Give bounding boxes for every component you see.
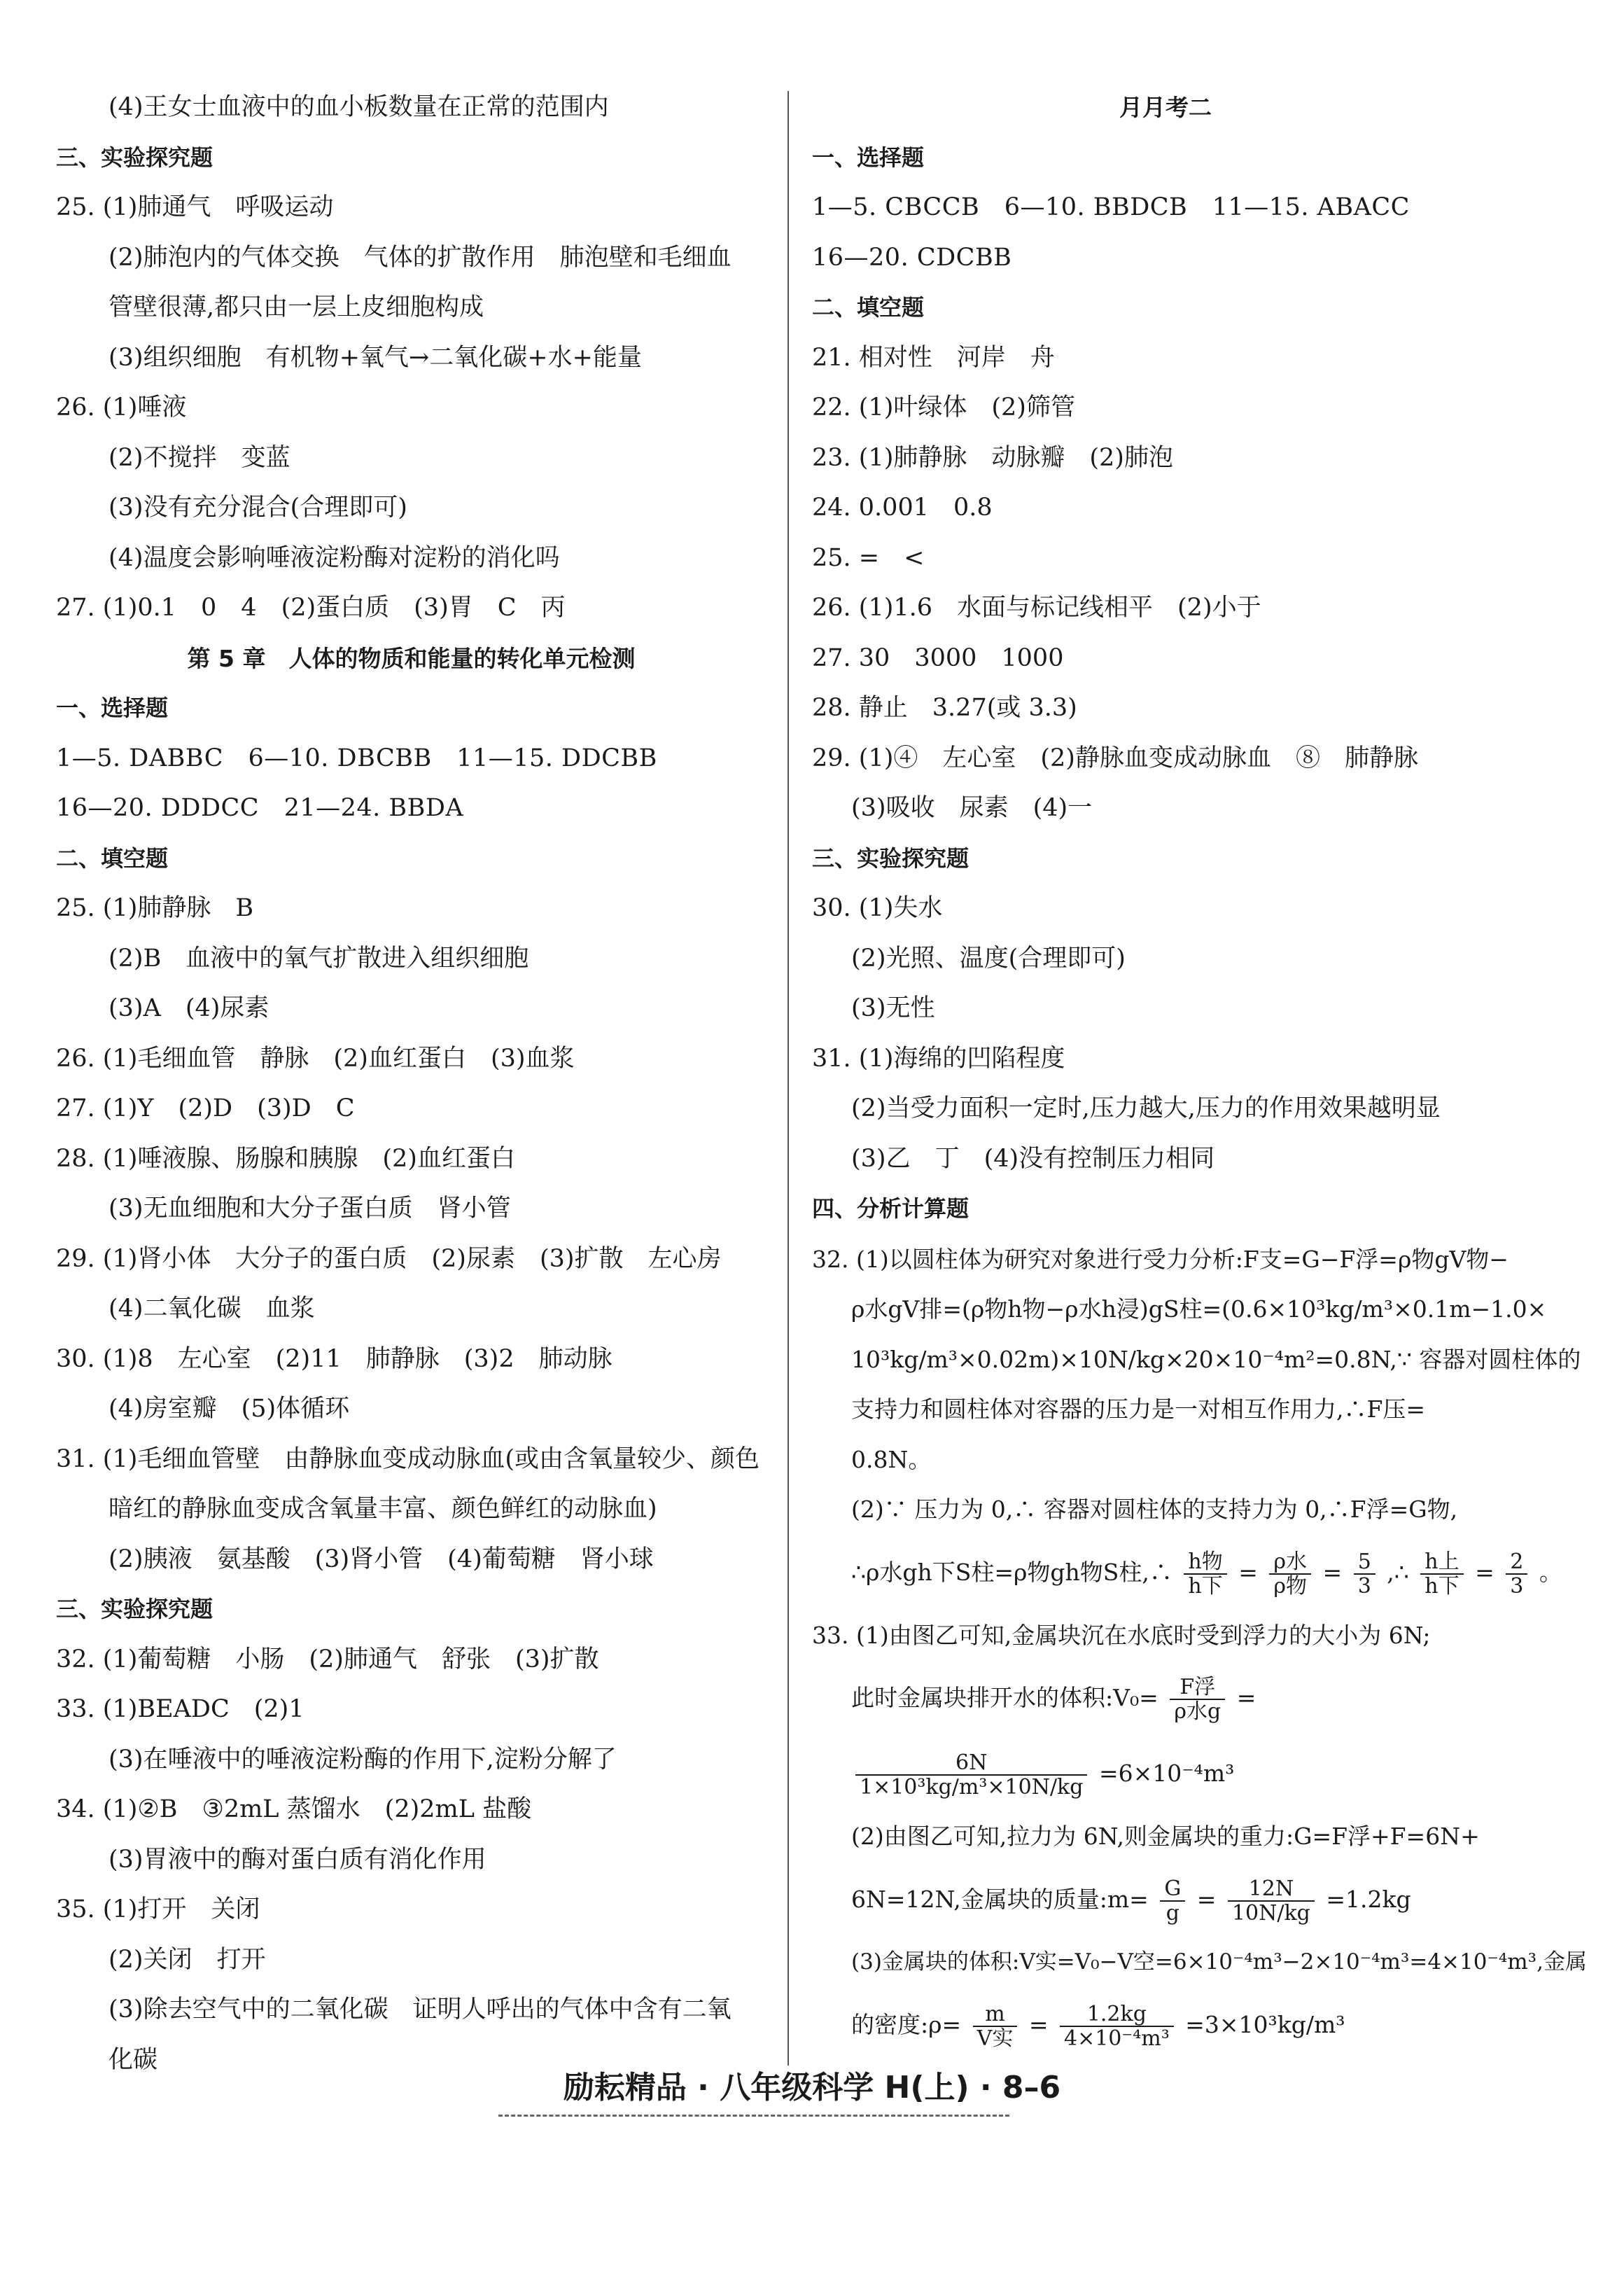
denominator: ρ水g: [1174, 1699, 1222, 1724]
right-column: [812, 83, 1587, 2063]
denominator: V实: [976, 2026, 1014, 2051]
numerator: m: [973, 2003, 1018, 2027]
numerator: h物: [1184, 1550, 1226, 1575]
answer-line: (3)胃液中的酶对蛋白质有消化作用: [108, 1845, 486, 1874]
section-heading: 二、填空题: [812, 294, 925, 321]
answer-line: (3)金属块的体积:V实=V₀−V空=6×10⁻⁴m³−2×10⁻⁴m³=4×10⁻⁴m³,金属: [851, 1949, 1587, 1975]
formula-line: [812, 1862, 1519, 1937]
answer-line: (2)B 血液中的氧气扩散进入组织细胞: [108, 944, 529, 973]
section-heading: 一、选择题: [56, 695, 169, 721]
answer-line: (2)关闭 打开: [108, 1945, 266, 1974]
answer-line: (2)胰液 氨基酸 (3)肾小管 (4)葡萄糖 肾小球: [108, 1545, 654, 1573]
answer-line: 35. (1)打开 关闭: [56, 1895, 260, 1923]
formula-text: =6×10⁻⁴m³: [1098, 1760, 1235, 1787]
numerator: F浮: [1170, 1676, 1225, 1700]
formula-text: =: [1322, 1558, 1343, 1586]
answer-line: (2)不搅拌 变蓝: [108, 443, 290, 472]
numerator: 12N: [1228, 1877, 1315, 1902]
answer-line: (3)乙 丁 (4)没有控制压力相同: [851, 1144, 1215, 1173]
answer-line: (3)无血细胞和大分子蛋白质 肾小管: [108, 1195, 511, 1223]
answer-line: 0.8N。: [851, 1445, 932, 1473]
answer-line: 26. (1)唾液: [56, 394, 187, 422]
numerator: 2: [1506, 1550, 1527, 1575]
answer-line: 1—5. DABBC 6—10. DBCBB 11—15. DDCBB: [56, 744, 657, 772]
answer-line: 10³kg/m³×0.02m)×10N/kg×20×10⁻⁴m²=0.8N,∵ 容器对圆柱体的: [851, 1345, 1581, 1373]
page-footer: 励耘精品 · 八年级科学 H(上) · 8–6: [563, 2070, 1061, 2105]
answer-line: 暗红的静脉血变成含氧量丰富、颜色鲜红的动脉血): [108, 1495, 657, 1523]
answer-line: (2)由图乙可知,拉力为 6N,则金属块的重力:G=F浮+F=6N+: [851, 1823, 1480, 1850]
formula-text: 此时金属块排开水的体积:V₀=: [851, 1684, 1158, 1711]
answer-line: 25. (1)肺静脉 B: [56, 894, 254, 922]
fraction: [1354, 1550, 1376, 1598]
fraction: [1170, 1676, 1225, 1723]
answer-line: 管壁很薄,都只由一层上皮细胞构成: [108, 293, 484, 321]
formula-line: [812, 1660, 1519, 1736]
formula-text: =: [1475, 1558, 1494, 1586]
answer-line: (3)无性: [851, 994, 935, 1022]
denominator: h下: [1188, 1573, 1223, 1599]
answer-line: 28. (1)唾液腺、肠腺和胰腺 (2)血红蛋白: [56, 1144, 515, 1173]
answer-line: ρ水gV排=(ρ物h物−ρ水h浸)gS柱=(0.6×10³kg/m³×0.1m−1.0×: [851, 1295, 1547, 1323]
answer-line: 29. (1)④ 左心室 (2)静脉血变成动脉血 ⑧ 肺静脉: [812, 744, 1418, 772]
fraction: [1420, 1550, 1463, 1598]
formula-text: 6N=12N,金属块的质量:m=: [851, 1885, 1149, 1913]
answer-line: (3)没有充分混合(合理即可): [108, 494, 407, 522]
answer-line: 1—5. CBCCB 6—10. BBDCB 11—15. ABACC: [812, 193, 1410, 221]
formula-text: 。: [1539, 1558, 1562, 1586]
formula-line: [812, 1987, 1519, 2063]
answer-line: (3)A (4)尿素: [108, 994, 270, 1022]
answer-line: 27. 30 3000 1000: [812, 643, 1064, 672]
answer-line: (3)吸收 尿素 (4)一: [851, 794, 1093, 822]
answer-line: 32. (1)以圆柱体为研究对象进行受力分析:F支=G−F浮=ρ物gV物−: [812, 1245, 1508, 1273]
formula-text: =: [1196, 1885, 1217, 1913]
answer-line: 16—20. CDCBB: [812, 243, 1012, 272]
answer-line: (3)除去空气中的二氧化碳 证明人呼出的气体中含有二氧: [108, 1996, 732, 2024]
answer-line: 27. (1)Y (2)D (3)D C: [56, 1094, 355, 1122]
answer-line: 34. (1)②B ③2mL 蒸馏水 (2)2mL 盐酸: [56, 1795, 532, 1823]
formula-text: =1.2kg: [1326, 1885, 1411, 1913]
section-heading: 三、实验探究题: [56, 1596, 214, 1622]
formula-line: [812, 1736, 1519, 1811]
denominator: 3: [1357, 1573, 1371, 1599]
exam-title: 月月考二: [1119, 94, 1212, 121]
answer-line: (4)王女士血液中的血小板数量在正常的范围内: [108, 93, 609, 121]
denominator: 10N/kg: [1231, 1900, 1310, 1926]
section-heading: 三、实验探究题: [56, 144, 214, 171]
answer-line: (2)肺泡内的气体交换 气体的扩散作用 肺泡壁和毛细血: [108, 243, 732, 272]
answer-line: 16—20. DDDCC 21—24. BBDA: [56, 794, 464, 822]
fraction: [1506, 1550, 1527, 1598]
section-heading: 一、选择题: [812, 144, 925, 171]
answer-line: 26. (1)1.6 水面与标记线相平 (2)小于: [812, 594, 1261, 622]
fraction: [1184, 1550, 1226, 1598]
answer-line: 21. 相对性 河岸 舟: [812, 343, 1055, 372]
fraction: [1160, 1877, 1185, 1925]
answer-line: (4)二氧化碳 血浆: [108, 1295, 315, 1323]
fraction: [1269, 1550, 1311, 1598]
answer-line: 26. (1)毛细血管 静脉 (2)血红蛋白 (3)血浆: [56, 1044, 575, 1073]
answer-line: 支持力和圆柱体对容器的压力是一对相互作用力,∴F压=: [851, 1395, 1426, 1423]
answer-line: (2)当受力面积一定时,压力越大,压力的作用效果越明显: [851, 1094, 1441, 1122]
answer-line: 32. (1)葡萄糖 小肠 (2)肺通气 舒张 (3)扩散: [56, 1645, 599, 1673]
formula-text: =: [1028, 2011, 1049, 2038]
formula-text: =: [1238, 1558, 1258, 1586]
answer-line: 化碳: [108, 2045, 158, 2074]
answer-line: 27. (1)0.1 0 4 (2)蛋白质 (3)胃 C 丙: [56, 594, 566, 622]
answer-line: 31. (1)海绵的凹陷程度: [812, 1044, 1065, 1073]
answer-line: (2)光照、温度(合理即可): [851, 944, 1126, 973]
left-column: [56, 83, 766, 2085]
fraction: [973, 2003, 1018, 2050]
formula-text: 的密度:ρ=: [851, 2011, 962, 2038]
fraction: [1228, 1877, 1315, 1925]
numerator: h上: [1420, 1550, 1463, 1575]
answer-line: (4)房室瓣 (5)体循环: [108, 1395, 350, 1423]
answer-line: (4)温度会影响唾液淀粉酶对淀粉的消化吗: [108, 543, 560, 572]
answer-line: 25. = <: [812, 543, 925, 572]
denominator: g: [1166, 1900, 1180, 1926]
formula-text: ,∴: [1387, 1558, 1409, 1586]
denominator: ρ物: [1273, 1573, 1308, 1599]
formula-text: ∴ρ水gh下S柱=ρ物gh物S柱,∴: [851, 1558, 1172, 1586]
formula-text: =: [1236, 1684, 1256, 1711]
answer-line: 29. (1)肾小体 大分子的蛋白质 (2)尿素 (3)扩散 左心房: [56, 1244, 722, 1273]
numerator: 5: [1354, 1550, 1376, 1575]
answer-line: 24. 0.001 0.8: [812, 494, 993, 522]
formula-line: [812, 1535, 1562, 1610]
fraction: [855, 1751, 1087, 1799]
numerator: ρ水: [1269, 1550, 1311, 1575]
denominator: 1×10³kg/m³×10N/kg: [860, 1775, 1084, 1799]
answer-line: 25. (1)肺通气 呼吸运动: [56, 193, 334, 221]
denominator: 3: [1510, 1573, 1524, 1599]
answer-line: 33. (1)由图乙可知,金属块沉在水底时受到浮力的大小为 6N;: [812, 1621, 1431, 1649]
section-heading: 二、填空题: [56, 844, 169, 872]
answer-line: 28. 静止 3.27(或 3.3): [812, 694, 1077, 722]
formula-text: =3×10³kg/m³: [1185, 2011, 1345, 2038]
answer-line: 31. (1)毛细血管壁 由静脉血变成动脉血(或由含氧量较少、颜色: [56, 1444, 760, 1473]
column-divider: [788, 91, 789, 2066]
chapter-heading: 第 5 章 人体的物质和能量的转化单元检测: [187, 644, 636, 672]
footer-dashed-rule: [498, 2115, 1009, 2117]
answer-line: 23. (1)肺静脉 动脉瓣 (2)肺泡: [812, 443, 1173, 472]
denominator: h下: [1424, 1573, 1460, 1599]
answer-line: 30. (1)8 左心室 (2)11 肺静脉 (3)2 肺动脉: [56, 1344, 612, 1373]
answer-line: 33. (1)BEADC (2)1: [56, 1695, 304, 1723]
fraction: [1060, 2003, 1174, 2050]
answer-line: (3)在唾液中的唾液淀粉酶的作用下,淀粉分解了: [108, 1745, 617, 1774]
section-heading: 四、分析计算题: [812, 1195, 969, 1222]
answer-line: (3)组织细胞 有机物+氧气→二氧化碳+水+能量: [108, 343, 642, 372]
answer-line: 22. (1)叶绿体 (2)筛管: [812, 394, 1075, 422]
section-heading: 三、实验探究题: [812, 844, 969, 872]
numerator: G: [1160, 1877, 1185, 1902]
numerator: 1.2kg: [1060, 2003, 1174, 2027]
numerator: 6N: [855, 1751, 1087, 1776]
answer-line: 30. (1)失水: [812, 894, 943, 922]
denominator: 4×10⁻⁴m³: [1064, 2026, 1170, 2051]
answer-line: (2)∵ 压力为 0,∴ 容器对圆柱体的支持力为 0,∴F浮=G物,: [851, 1496, 1458, 1523]
